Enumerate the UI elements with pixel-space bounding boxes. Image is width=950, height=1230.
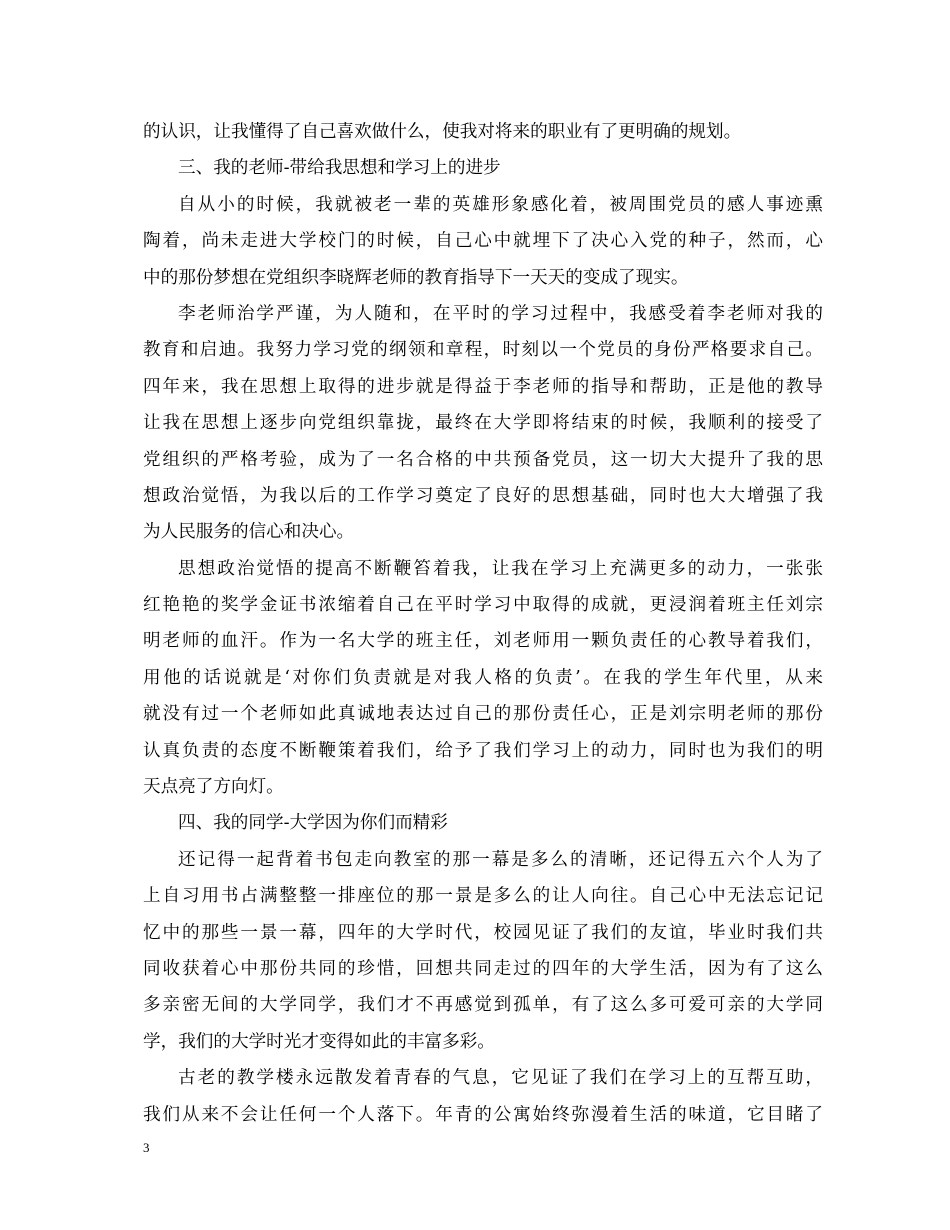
text-line: 红艳艳的奖学金证书浓缩着自己在平时学习中取得的成就，更浸润着班主任刘宗 [143, 595, 823, 616]
text-line: 认真负责的态度不断鞭策着我们，给予了我们学习上的动力，同时也为我们的明 [143, 740, 823, 761]
page-number: 3 [143, 1140, 150, 1155]
text-line: 就没有过一个老师如此真诚地表达过自己的那份责任心，正是刘宗明老师的那份 [143, 704, 823, 725]
text-line: 我们从来不会让任何一个人落下。年青的公寓始终弥漫着生活的味道，它目睹了 [143, 1104, 823, 1125]
body-text [143, 114, 823, 1133]
text-line: 李老师治学严谨，为人随和，在平时的学习过程中，我感受着李老师对我的 [178, 303, 823, 324]
text-line: 陶着，尚未走进大学校门的时候，自己心中就埋下了决心入党的种子，然而，心 [143, 231, 823, 252]
text-line: 用他的话说就是‘对你们负责就是对我人格的负责’。在我的学生年代里，从来 [143, 667, 823, 688]
text-line: 明老师的血汗。作为一名大学的班主任，刘老师用一颗负责任的心教导着我们， [143, 631, 823, 652]
text-line: 中的那份梦想在党组织李晓辉老师的教育指导下一天天的变成了现实。 [143, 267, 689, 288]
text-line: 四年来，我在思想上取得的进步就是得益于李老师的指导和帮助，正是他的教导 [143, 376, 823, 397]
text-line: 四、我的同学-大学因为你们而精彩 [178, 813, 448, 834]
text-line: 同收获着心中那份共同的珍惜，回想共同走过的四年的大学生活，因为有了这么 [143, 958, 823, 979]
text-line: 古老的教学楼永远散发着青春的气息，它见证了我们在学习上的互帮互助， [178, 1068, 823, 1089]
text-line: 党组织的严格考验，成为了一名合格的中共预备党员，这一切大大提升了我的思 [143, 449, 823, 470]
text-line: 天点亮了方向灯。 [143, 777, 284, 798]
text-line: 想政治觉悟，为我以后的工作学习奠定了良好的思想基础，同时也大大增强了我 [143, 485, 823, 506]
text-line: 忆中的那些一景一幕，四年的大学时代，校园见证了我们的友谊，毕业时我们共 [143, 922, 823, 943]
text-line: 还记得一起背着书包走向教室的那一幕是多么的清晰，还记得五六个人为了 [178, 849, 823, 870]
text-line: 多亲密无间的大学同学，我们才不再感觉到孤单，有了这么多可爱可亲的大学同 [143, 995, 823, 1016]
text-line: 三、我的老师-带给我思想和学习上的进步 [178, 158, 501, 179]
text-line: 自从小的时候，我就被老一辈的英雄形象感化着，被周围党员的感人事迹熏 [178, 194, 823, 215]
text-line: 思想政治觉悟的提高不断鞭笞着我，让我在学习上充满更多的动力，一张张 [178, 558, 823, 579]
text-line: 上自习用书占满整整一排座位的那一景是多么的让人向往。自己心中无法忘记记 [143, 886, 823, 907]
text-line: 让我在思想上逐步向党组织靠拢，最终在大学即将结束的时候，我顺利的接受了 [143, 413, 823, 434]
text-line: 为人民服务的信心和决心。 [143, 522, 355, 543]
text-line: 教育和启迪。我努力学习党的纲领和章程，时刻以一个党员的身份严格要求自己。 [143, 340, 823, 361]
text-line: 的认识，让我懂得了自己喜欢做什么，使我对将来的职业有了更明确的规划。 [143, 122, 742, 142]
text-line: 学，我们的大学时光才变得如此的丰富多彩。 [143, 1031, 495, 1052]
